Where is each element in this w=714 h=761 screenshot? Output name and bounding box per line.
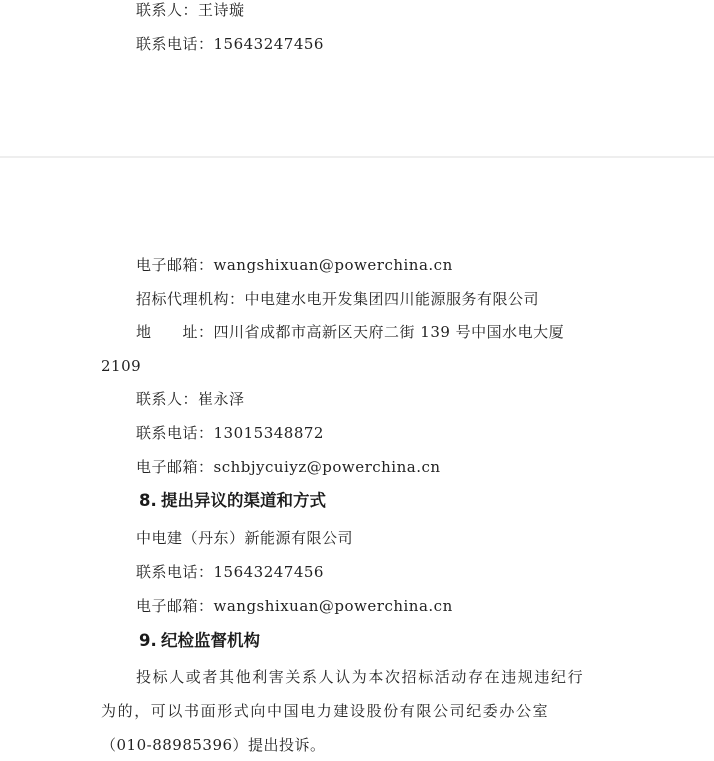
address-value: 四川省成都市高新区天府二街 139 号中国水电大厦 [213, 323, 565, 341]
paragraph-line-2: 为的，可以书面形式向中国电力建设股份有限公司纪委办公室 [101, 702, 550, 720]
page-1 [0, 0, 714, 157]
section-9-heading [139, 630, 260, 652]
agency-name: 招标代理机构：中电建水电开发集团四川能源服务有限公司 [136, 290, 540, 308]
section-8-title: 提出异议的渠道和方式 [161, 491, 326, 510]
paragraph-line-1: 投标人或者其他利害关系人认为本次招标活动存在违规违纪行 [136, 668, 585, 686]
email-1: 电子邮箱：wangshixuan@powerchina.cn [136, 256, 453, 274]
objection-email: 电子邮箱：wangshixuan@powerchina.cn [136, 597, 453, 615]
address-continued: 2109 [101, 357, 142, 375]
contact-phone: 联系电话：15643247456 [136, 35, 324, 53]
objection-org: 中电建（丹东）新能源有限公司 [136, 529, 354, 547]
agency-phone: 联系电话：13015348872 [136, 424, 324, 442]
address-label: 地 址： [136, 323, 214, 341]
section-8-heading [139, 490, 326, 512]
paragraph-line-3: （010-88985396）提出投诉。 [101, 736, 326, 754]
contact-person: 联系人：王诗璇 [136, 1, 245, 19]
section-9-title: 纪检监督机构 [161, 631, 260, 650]
section-9-number: 9. [139, 631, 157, 650]
section-8-number: 8. [139, 491, 157, 510]
agency-email: 电子邮箱：schbjycuiyz@powerchina.cn [136, 458, 441, 476]
agency-contact: 联系人：崔永泽 [136, 390, 245, 408]
objection-phone: 联系电话：15643247456 [136, 563, 324, 581]
page-2 [0, 158, 714, 761]
address-line [136, 322, 564, 342]
